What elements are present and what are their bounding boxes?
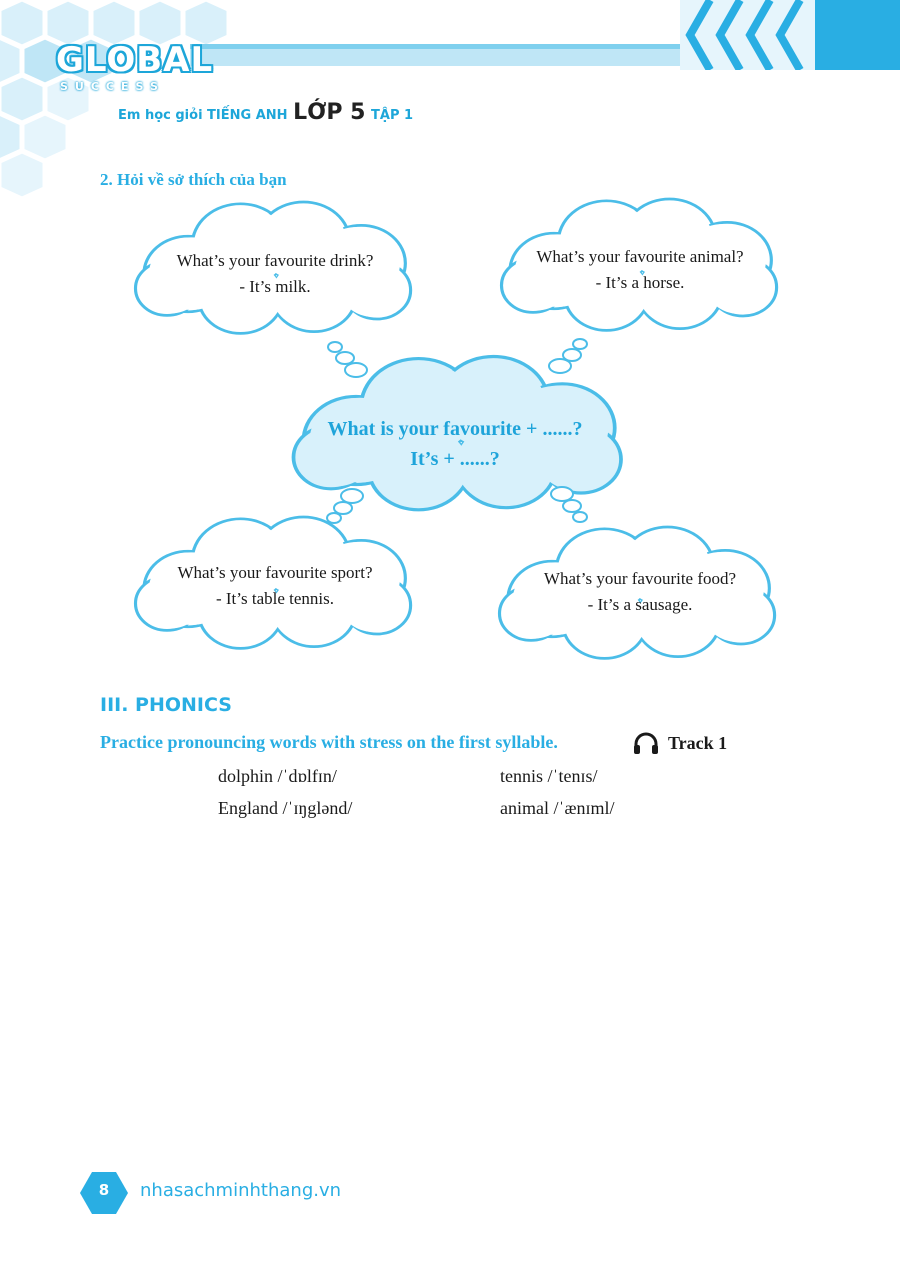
logo-success: SUCCESS <box>60 80 165 93</box>
question-sport: What’s your favourite sport? <box>177 563 373 582</box>
chevron-decoration-icon <box>680 0 900 70</box>
book-title-volume: TẬP 1 <box>371 108 414 123</box>
phonics-instruction: Practice pronouncing words with stress on the first syllable. <box>100 732 558 752</box>
question-food: What’s your favourite food? <box>543 569 737 588</box>
answer-template: It’s + ......? <box>410 448 500 470</box>
book-title <box>118 100 413 125</box>
question-drink: What’s your favourite drink? <box>176 251 374 270</box>
phonics-word-england: England /ˈɪŋglənd/ <box>218 798 353 818</box>
header-band-stripe <box>190 44 710 49</box>
page-number: 8 <box>98 1181 110 1199</box>
phonics-word-tennis: tennis /ˈtenɪs/ <box>500 766 598 786</box>
book-title-prefix: Em học giỏi TIẾNG ANH <box>118 108 288 123</box>
track-label[interactable]: Track 1 <box>668 733 728 753</box>
phonics-word-dolphin: dolphin /ˈdɒlfɪn/ <box>218 766 337 786</box>
answer-sport: - It’s table tennis. <box>215 589 335 608</box>
logo-global: GLOBAL <box>56 40 214 80</box>
headphone-icon[interactable] <box>633 731 659 757</box>
section-heading: 2. Hỏi về sở thích của bạn <box>100 170 287 189</box>
phonics-title: III. PHONICS <box>100 694 232 716</box>
cloud-bottom-left-text <box>135 560 415 612</box>
website-link[interactable]: nhasachminhthang.vn <box>140 1180 342 1201</box>
cloud-bottom-right-text <box>500 566 780 618</box>
answer-drink: - It’s milk. <box>239 277 311 296</box>
answer-animal: - It’s a horse. <box>595 273 685 292</box>
question-template: What is your favourite + ......? <box>327 418 583 440</box>
question-animal: What’s your favourite animal? <box>536 247 744 266</box>
phonics-word-animal: animal /ˈænɪml/ <box>500 798 615 818</box>
cloud-top-left-text <box>135 248 415 300</box>
cloud-top-right-text <box>500 244 780 296</box>
cloud-center-text <box>290 414 620 474</box>
answer-food: - It’s a sausage. <box>587 595 693 614</box>
book-title-grade: LỚP 5 <box>293 100 366 125</box>
